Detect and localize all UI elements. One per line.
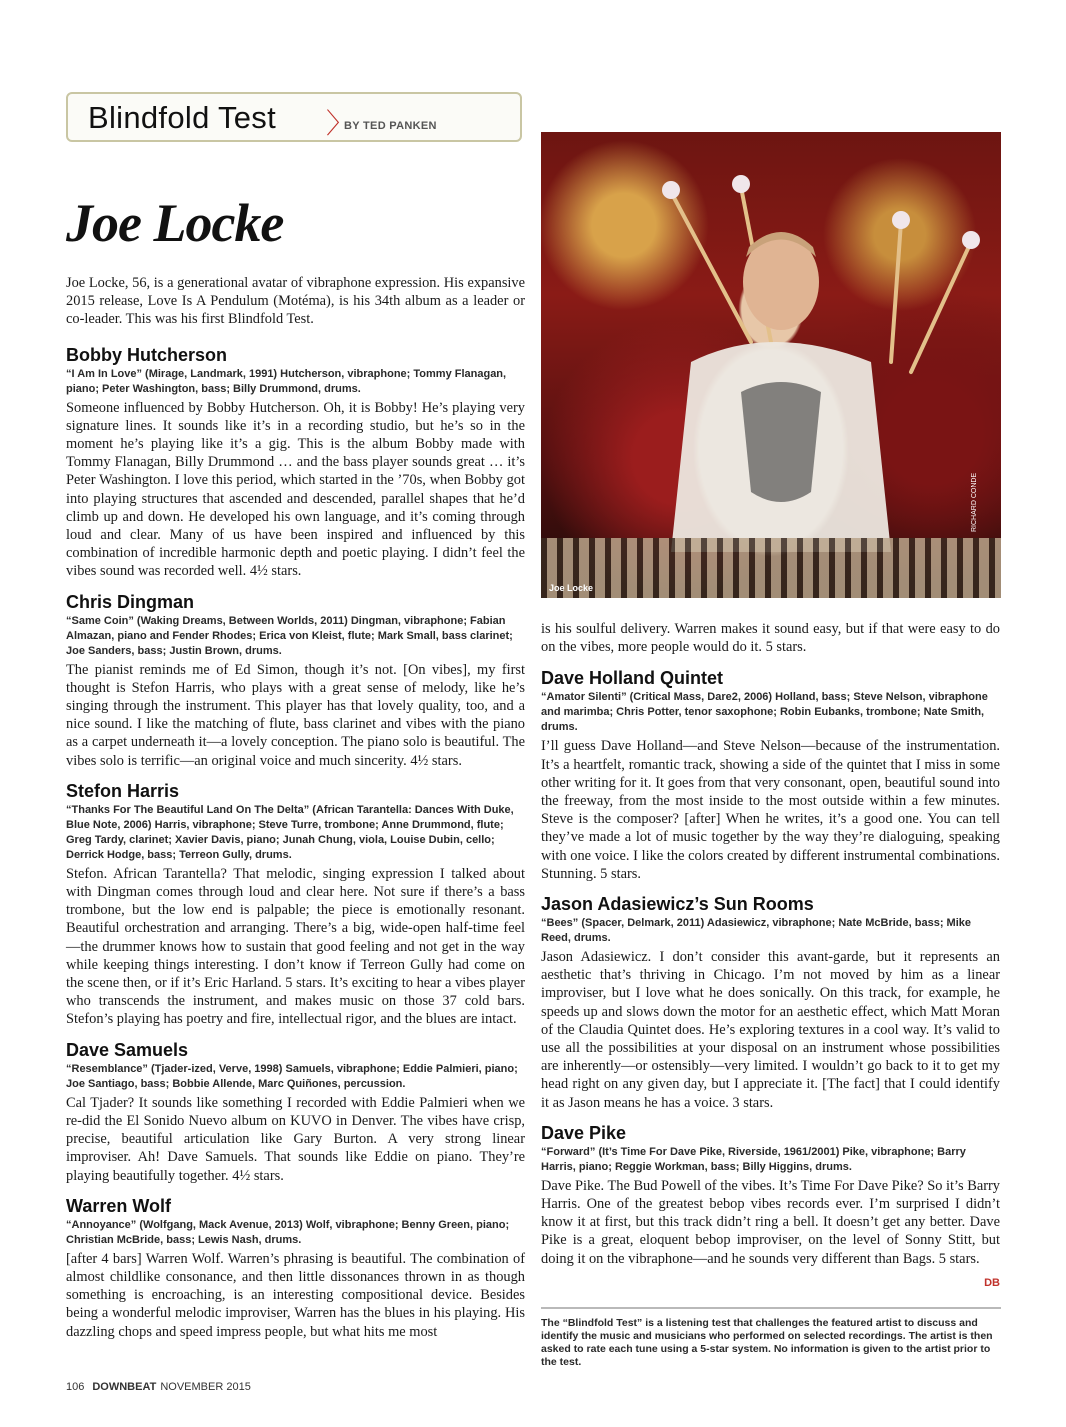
photo-credit: RICHARD CONDE <box>971 472 978 532</box>
page-title: Joe Locke <box>66 193 284 253</box>
vibraphone-bars <box>541 538 1001 598</box>
review-block <box>66 592 525 770</box>
section-title: Blindfold Test <box>88 100 277 135</box>
artist-heading: Chris Dingman <box>66 591 195 612</box>
review-text: [after 4 bars] Warren Wolf. Warren’s phrasing is beautiful. The combination of almost childlike consonance, and then little dissonances thrown in as though something is encroaching, is an interesting compositional device. Besides being a wonderful melodic improviser, Warren has the blues in his playing. His dazzling chops and speed impress people, but what hits me most <box>66 1250 525 1340</box>
review-block <box>66 345 525 581</box>
mallets-illustration <box>541 132 1001 598</box>
review-block <box>66 1040 525 1185</box>
artist-heading: Warren Wolf <box>66 1195 172 1216</box>
magazine-name: DOWNBEAT <box>92 1381 157 1393</box>
review-text: Jason Adasiewicz. I don’t consider this avant-garde, but it represents an aesthetic that’s thriving in Chicago. I’m not moved by him as a linear improviser, but I love what he does sonically. On this track, for example, he speeds up and slows down the motor for an aesthetic effect, which Matt Moran of the Claudia Quintet does. He’s exploring textures in a cool way. It’s valid to use all the possibilities at your disposal on an instrument whose possibilities are inherently—or ostensibly—very limited. I wouldn’t go back to it to get my head right on any given day, but I appreciate it. [The fact] that I could identify it as Jason means he has a voice. 3 stars. <box>541 949 1000 1111</box>
intro-paragraph: Joe Locke, 56, is a generational avatar of vibraphone expression. His expansive 2015 release, Love Is A Pendulum (Motéma), is his 34th album as a leader or co-leader. This was his first Blindfold Test. <box>66 275 525 328</box>
page-footer <box>66 1381 251 1393</box>
artist-heading: Stefon Harris <box>66 780 180 801</box>
review-block <box>66 1196 525 1341</box>
chevron-right-icon: 〉 <box>326 108 355 139</box>
review-text: Someone influenced by Bobby Hutcherson. Oh, it is Bobby! He’s playing very signature lines. It sounds like it’s in a recording studio, but he’s so in the moment he’s playing like it’s a gig. This is the album Bobby made with Tommy Flanagan, Billy Drummond … and the bass player sounds great … it’s Peter Washington. I love this period, which started in the ’70s, when Bobby got into playing structures that ascended and descended, parallel shapes that he’d climb up and down. He developed his own language, and it’s coming through loud and clear. Many of us have been inspired and influenced by this combination of incredible harmonic depth and poetic playing. I didn’t feel the vibes sound was recorded well. 4½ stars. <box>66 399 525 580</box>
left-column <box>66 274 525 1352</box>
review-text: Cal Tjader? It sounds like something I recorded with Eddie Palmieri when we re-did the El Sonido Nuevo album on KUVO in Denver. The vibes have crisp, precise, beautiful articulation like Gary Burton. A very strong linear improviser. Ah! Dave Samuels. That sounds like Eddie on piano. They’re playing beautifully together. 4½ stars. <box>66 1094 525 1184</box>
right-reviews <box>541 668 1000 1267</box>
review-text: I’ll guess Dave Holland—and Steve Nelson—because of the instrumentation. It’s a heartfelt, romantic track, showing a side of the quintet that I miss in some other writing for it. It goes from that very consonant, open, beautiful sound into the freeway, from the most inside to the most outside within a few minutes. Steve is the composer? [after] When he writes, it’s a good one. You can tell they’ve made a lot of music together by the way they’re dialoguing, speaking with one voice. I like the colors created by different instrumental combinations. Stunning. 5 stars. <box>541 738 1000 882</box>
continued-text: is his soulful delivery. Warren makes it sound easy, but if that were easy to do on the vibes, more people would do it. 5 stars. <box>541 621 1000 656</box>
review-block <box>541 894 1000 1112</box>
artist-heading: Bobby Hutcherson <box>66 344 228 365</box>
page-number: 106 <box>66 1381 85 1393</box>
review-credits: “Amator Silenti” (Critical Mass, Dare2, 2006) Holland, bass; Steve Nelson, vibraphone and marimba; Chris Potter, tenor saxophone; Robin Eubanks, trombone; Nate Smith, drums. <box>541 691 988 734</box>
left-reviews <box>66 345 525 1341</box>
review-text: Stefon. African Tarantella? That melodic, singing expression I talked about with Dingman comes through loud and clear here. Not sure if there’s a bass trombone, but the low end is palpable; the piece is emotionally resonant. Beautiful orchestration and arranging. There’s a big, wide-open half-time feel—the drummer knows how to sustain that good feeling and not get in the way while keeping things interesting. I don’t know if Terreon Gully had come on the scene then, or if it’s Eric Harland. 5 stars. It’s exciting to hear a vibes player who transcends the instrument, and makes music on those 37 cold bars. Stefon’s playing has poetry and fire, intellectual rigor, and the blues are intact. <box>66 865 525 1028</box>
review-text: The pianist reminds me of Ed Simon, though it’s not. [On vibes], my first thought is Stefon Harris, who plays with a great sense of melody, like he’s singing through the instrument. This player has that lovely quality, too, and a nice sound. I like the matching of flute, bass clarinet and vibes with the piano as a carpet underneath it—a lovely conception. The piano solo is beautiful. The vibes solo is terrific—an original voice and much sincerity. 4½ stars. <box>66 661 525 769</box>
section-header <box>66 92 522 142</box>
byline: BY TED PANKEN <box>344 120 437 132</box>
review-block <box>541 1123 1000 1268</box>
issue-date: NOVEMBER 2015 <box>160 1381 251 1393</box>
review-credits: “Resemblance” (Tjader-ized, Verve, 1998) Samuels, vibraphone; Eddie Palmieri, piano; Joe Santiago, bass; Bobbie Allende, Marc Quiñones, percussion. <box>66 1062 518 1090</box>
artist-photo <box>541 132 1001 598</box>
review-text: Dave Pike. The Bud Powell of the vibes. It’s Time For Dave Pike? So it’s Barry Harris. One of the greatest bebop vibes records ever. I’m surprised I didn’t know it at first, but this track didn’t ring a bell. It doesn’t get any better. Dave Pike is a great, eloquent bebop improviser, on the level of Sonny Stitt, but doing it on the vibraphone—and he sounds very different than Bags. 5 stars. <box>541 1177 1001 1267</box>
right-column <box>541 620 1000 1289</box>
artist-heading: Dave Samuels <box>66 1039 189 1060</box>
artist-heading: Jason Adasiewicz’s Sun Rooms <box>541 894 814 915</box>
photo-caption: Joe Locke <box>549 583 594 593</box>
artist-heading: Dave Holland Quintet <box>541 668 724 689</box>
review-credits: “I Am In Love” (Mirage, Landmark, 1991) Hutcherson, vibraphone; Tommy Flanagan, piano; Peter Washington, bass; Billy Drummond, drums. <box>66 367 507 395</box>
review-credits: “Bees” (Spacer, Delmark, 2011) Adasiewicz, vibraphone; Nate McBride, bass; Mike Reed, drums. <box>541 917 971 945</box>
review-block <box>66 781 525 1029</box>
review-credits: “Same Coin” (Waking Dreams, Between Worlds, 2011) Dingman, vibraphone; Fabian Almazan, piano and Fender Rhodes; Erica von Kleist, flute; Mark Small, bass clarinet; Joe Sanders, bass; Justin Brown, drums. <box>66 614 513 657</box>
review-credits: “Forward” (It’s Time For Dave Pike, Riverside, 1961/2001) Pike, vibraphone; Barry Harris, piano; Reggie Workman, bass; Billy Higgins, drums. <box>541 1145 966 1173</box>
footnote: The “Blindfold Test” is a listening test that challenges the featured artist to discuss and identify the music and musicians who performed on selected recordings. The artist is then asked to rate each tune using a 5-star system. No information is given to the artist prior to the test. <box>541 1307 1001 1369</box>
review-credits: “Annoyance” (Wolfgang, Mack Avenue, 2013) Wolf, vibraphone; Benny Green, piano; Christian McBride, bass; Lewis Nash, drums. <box>66 1218 510 1246</box>
review-block <box>541 668 1000 883</box>
artist-heading: Dave Pike <box>541 1122 627 1143</box>
review-credits: “Thanks For The Beautiful Land On The Delta” (African Tarantella: Dances With Duke, Blue Note, 2006) Harris, vibraphone; Steve Turre, trombone; Anne Drummond, flute; Greg Tardy, clarinet; Xavier Davis, piano; Junah Chung, viola, Louise Dubin, cello; Derrick Hodge, bass; Terreon Gully, drums. <box>66 803 514 861</box>
signoff-mark: DB <box>984 1276 1000 1289</box>
